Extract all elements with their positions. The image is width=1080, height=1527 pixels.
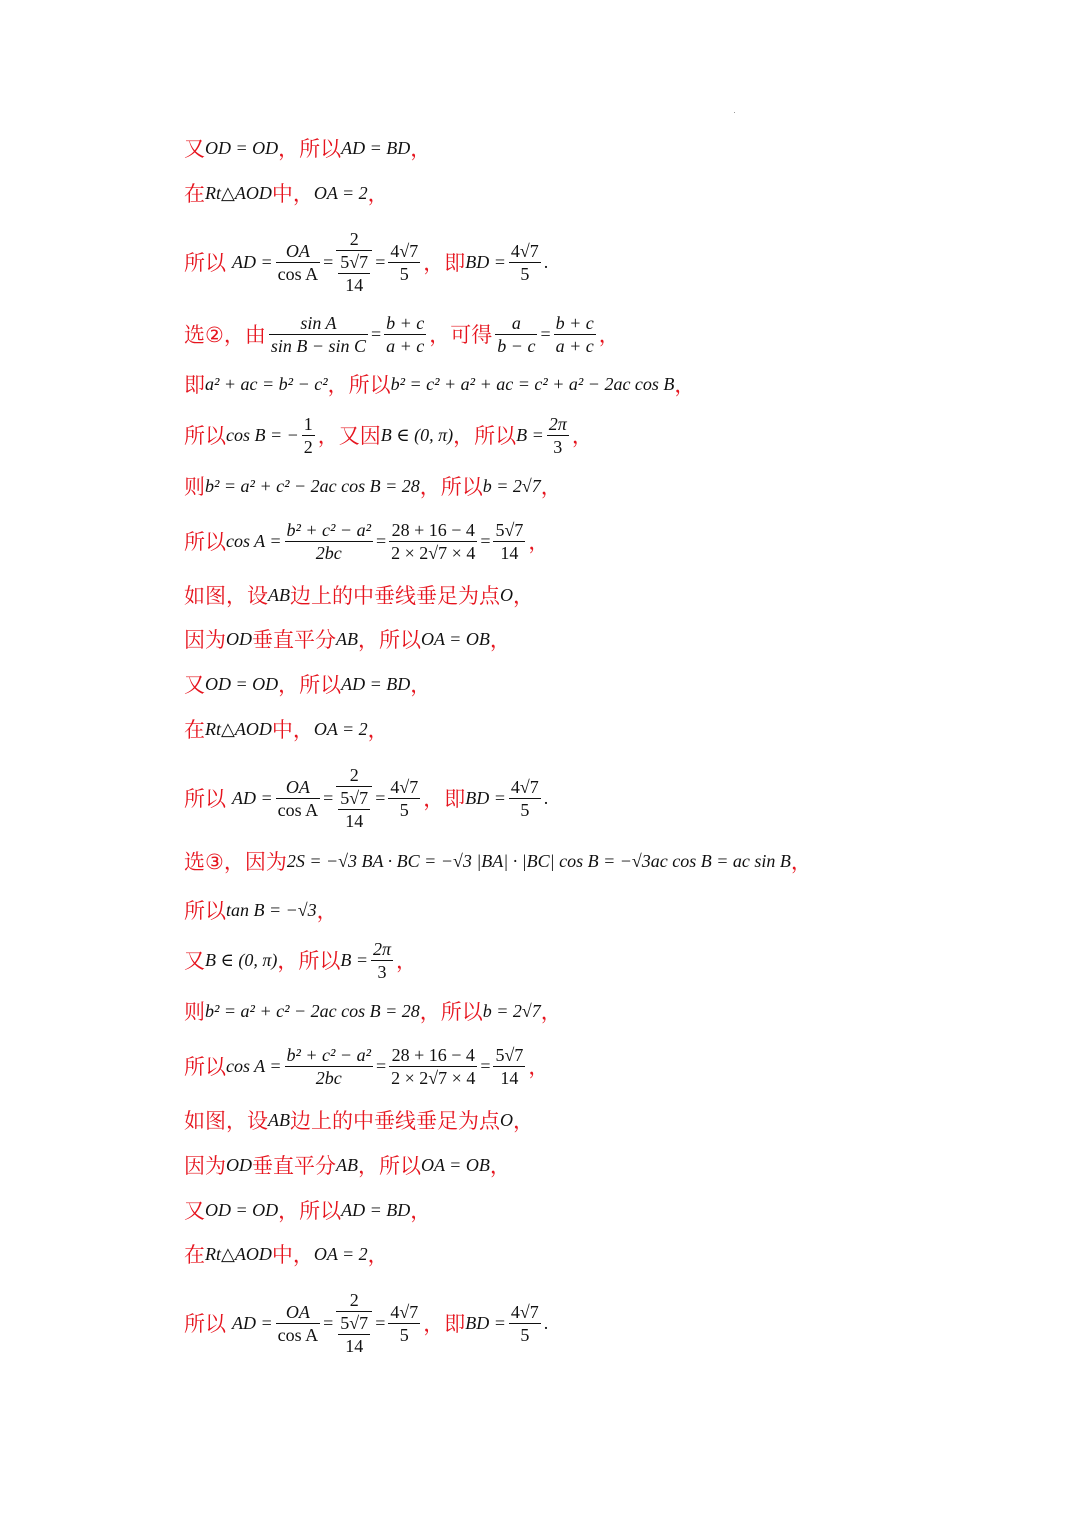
math-expression: BD = bbox=[465, 251, 506, 272]
math-expression: Rt△AOD bbox=[205, 1243, 272, 1264]
text-line: 选②，由 $\frac{\text{sin A}}{\text{sin B − sin C}}$ = $\frac{b + c}{a + c}$ ，可得 $\frac{a}{b - c}$ = $\frac{b + c}{a + c}$ ， bbox=[184, 312, 620, 356]
chinese-text: 如图，设 bbox=[184, 584, 268, 608]
fraction bbox=[285, 1044, 373, 1089]
chinese-text: 选③，因为 bbox=[184, 850, 287, 874]
chinese-text: ，即 bbox=[423, 787, 466, 811]
chinese-text: ，所以 bbox=[278, 673, 342, 697]
numerator: b + c bbox=[555, 312, 594, 333]
fraction bbox=[547, 413, 569, 458]
numerator: 2 bbox=[349, 765, 359, 785]
denominator: cos A bbox=[277, 799, 319, 820]
numerator: 4√7 bbox=[390, 1301, 419, 1322]
text-line bbox=[184, 895, 338, 925]
denominator: 2 × 2√7 × 4 bbox=[391, 542, 476, 563]
chinese-text: 又 bbox=[184, 673, 205, 697]
chinese-text: 因为 bbox=[184, 628, 226, 652]
denominator: 5 bbox=[399, 263, 409, 284]
punctuation: ， bbox=[598, 323, 620, 347]
fraction bbox=[509, 776, 541, 821]
math-expression: b² = c² + a² + ac = c² + a² − 2ac cos B bbox=[390, 373, 675, 394]
numerator: OA bbox=[285, 240, 310, 261]
math-expression: BD = bbox=[465, 1312, 506, 1333]
chinese-text: ，所以 bbox=[278, 137, 342, 161]
punctuation: ， bbox=[528, 1055, 550, 1079]
chinese-text: ，可得 bbox=[429, 323, 493, 347]
fraction bbox=[388, 1301, 420, 1346]
numerator: b + c bbox=[386, 312, 425, 333]
denominator: 5 bbox=[520, 799, 530, 820]
chinese-text: 选②，由 bbox=[184, 323, 266, 347]
math-expression: B = bbox=[516, 424, 544, 445]
math-expression: AB bbox=[336, 628, 358, 649]
punctuation: ， bbox=[513, 584, 534, 608]
numerator: sin A bbox=[300, 312, 337, 333]
denominator: 2 × 2√7 × 4 bbox=[391, 1067, 476, 1088]
text-line bbox=[184, 1150, 511, 1180]
chinese-text: ，即 bbox=[423, 1312, 466, 1336]
math-expression: b² = a² + c² − 2ac cos B = 28 bbox=[205, 475, 420, 496]
text-line bbox=[184, 369, 695, 399]
punctuation: ， bbox=[410, 1199, 432, 1223]
punctuation: ， bbox=[540, 1000, 562, 1024]
chinese-text: 所以 bbox=[184, 530, 226, 554]
math-expression: tan B = −√3 bbox=[226, 899, 317, 920]
fraction bbox=[276, 776, 321, 821]
chinese-text: 又 bbox=[184, 949, 205, 973]
chinese-text: 所以 bbox=[184, 424, 226, 448]
math-expression: a² + ac = b² − c² bbox=[205, 373, 328, 394]
chinese-text: 所以 bbox=[184, 899, 226, 923]
numerator: 4√7 bbox=[510, 776, 539, 797]
punctuation: ， bbox=[790, 850, 812, 874]
numerator: 1 bbox=[303, 413, 313, 434]
punctuation: ， bbox=[513, 1109, 534, 1133]
fraction bbox=[388, 776, 420, 821]
denominator bbox=[336, 1312, 372, 1357]
fraction bbox=[493, 1044, 525, 1089]
math-expression: Rt△AOD bbox=[205, 718, 272, 739]
chinese-text: 所以 bbox=[184, 1055, 226, 1079]
punctuation: ， bbox=[396, 949, 418, 973]
chinese-text: ，所以 bbox=[419, 1000, 483, 1024]
chinese-text: ，又因 bbox=[317, 424, 381, 448]
chinese-text: ，所以 bbox=[277, 949, 341, 973]
chinese-text: ，所以 bbox=[327, 373, 391, 397]
numerator: 2π bbox=[548, 413, 567, 434]
denominator: sin B − sin C bbox=[270, 335, 366, 356]
text-line bbox=[184, 624, 511, 654]
chinese-text: 在 bbox=[184, 182, 205, 206]
math-expression: AD = BD bbox=[341, 1199, 411, 1220]
punctuation: ， bbox=[489, 628, 511, 652]
denominator: 2bc bbox=[315, 542, 342, 563]
chinese-text: 又 bbox=[184, 137, 205, 161]
fraction bbox=[389, 519, 477, 564]
chinese-text: 在 bbox=[184, 718, 205, 742]
math-expression: b = 2√7 bbox=[482, 1000, 541, 1021]
math-expression: O bbox=[500, 1109, 513, 1130]
fraction bbox=[493, 519, 525, 564]
math-expression: cos A = bbox=[226, 530, 282, 551]
numerator: 28 + 16 − 4 bbox=[391, 1044, 475, 1065]
chinese-text: 又 bbox=[184, 1199, 205, 1223]
denominator: 5 bbox=[399, 799, 409, 820]
math-expression: OA = OB bbox=[421, 628, 490, 649]
denominator: 14 bbox=[500, 542, 519, 563]
chinese-text: 边上的中垂线垂足为点 bbox=[290, 1109, 500, 1133]
chinese-text: ，所以 bbox=[278, 1199, 342, 1223]
math-expression: O bbox=[500, 584, 513, 605]
text-line bbox=[184, 1239, 389, 1269]
numerator: 5√7 bbox=[340, 252, 369, 272]
fraction bbox=[371, 938, 393, 983]
math-expression: cos B = − bbox=[226, 424, 299, 445]
math-expression: AD = BD bbox=[341, 673, 411, 694]
text-line bbox=[184, 471, 562, 501]
denominator bbox=[336, 787, 372, 832]
denominator: cos A bbox=[277, 1324, 319, 1345]
chinese-text: 即 bbox=[184, 373, 205, 397]
numerator: 5√7 bbox=[495, 1044, 524, 1065]
numerator: 28 + 16 − 4 bbox=[391, 519, 475, 540]
chinese-text: ，所以 bbox=[358, 1154, 421, 1178]
chinese-text: 中， bbox=[271, 1243, 314, 1267]
text-line: 所以 AD = $\frac{OA}{\text{cos A}}$ = $\frac{2}{\frac{5√7}{14}}$ = $\frac{4√7}{5}$ ，即 BD = $\frac{4√7}{5}$ . bbox=[184, 765, 549, 831]
numerator: 2π bbox=[372, 938, 392, 959]
denominator bbox=[336, 251, 372, 296]
denominator: 14 bbox=[345, 811, 364, 831]
text-line bbox=[184, 1105, 534, 1135]
math-expression: AB bbox=[336, 1154, 358, 1175]
numerator: 4√7 bbox=[510, 1301, 539, 1322]
chinese-text: 边上的中垂线垂足为点 bbox=[290, 584, 500, 608]
chinese-text: 则 bbox=[184, 475, 205, 499]
fraction bbox=[384, 312, 426, 357]
punctuation: ， bbox=[316, 899, 338, 923]
math-expression: OA = 2 bbox=[313, 718, 368, 739]
numerator: 4√7 bbox=[390, 240, 419, 261]
math-expression: b = 2√7 bbox=[482, 475, 541, 496]
math-expression: B = bbox=[340, 949, 368, 970]
numerator: 4√7 bbox=[510, 240, 539, 261]
denominator: b − c bbox=[497, 335, 536, 356]
math-expression: b² = a² + c² − 2ac cos B = 28 bbox=[205, 1000, 420, 1021]
punctuation: ， bbox=[674, 373, 696, 397]
denominator: cos A bbox=[277, 263, 319, 284]
math-expression: OA = 2 bbox=[313, 182, 368, 203]
math-expression: AD = bbox=[232, 787, 273, 808]
numerator: b² + c² − a² bbox=[286, 519, 371, 540]
math-expression: B ∈ (0, π) bbox=[205, 949, 278, 970]
fraction bbox=[336, 764, 372, 832]
math-expression: OD = OD bbox=[205, 673, 279, 694]
punctuation: ， bbox=[571, 424, 593, 448]
numerator: 5√7 bbox=[340, 1313, 369, 1333]
chinese-text: 垂直平分 bbox=[252, 1154, 336, 1178]
numerator: 5√7 bbox=[340, 788, 369, 808]
chinese-text: 在 bbox=[184, 1243, 205, 1267]
math-expression: OD = OD bbox=[205, 1199, 279, 1220]
math-expression: Rt△AOD bbox=[205, 182, 272, 203]
math-expression: B ∈ (0, π) bbox=[380, 424, 454, 445]
chinese-text: 所以 bbox=[184, 251, 226, 275]
denominator: 3 bbox=[553, 436, 563, 457]
math-expression: 2S = −√3 BA · BC = −√3 |BA| · |BC| cos B = −√3ac cos B = ac sin B bbox=[286, 850, 791, 871]
denominator: 14 bbox=[345, 1336, 364, 1356]
chinese-text: 中， bbox=[271, 718, 314, 742]
fraction bbox=[269, 312, 368, 357]
text-line bbox=[184, 669, 431, 699]
fraction bbox=[336, 1289, 372, 1357]
text-line bbox=[184, 714, 389, 744]
numerator: 4√7 bbox=[390, 776, 419, 797]
punctuation: ， bbox=[410, 673, 432, 697]
text-line: 所以 AD = $\frac{OA}{\text{cos A}}$ = $\frac{2}{\frac{5√7}{14}}$ = $\frac{4√7}{5}$ ，即 BD = $\frac{4√7}{5}$ . bbox=[184, 1290, 549, 1356]
denominator: a + c bbox=[555, 335, 594, 356]
math-expression: AD = bbox=[232, 1312, 273, 1333]
chinese-text: 所以 bbox=[184, 787, 226, 811]
math-expression: OD bbox=[226, 1154, 252, 1175]
math-expression: OA = 2 bbox=[313, 1243, 368, 1264]
text-line bbox=[184, 178, 389, 208]
numerator: 2 bbox=[349, 1290, 359, 1310]
math-expression: OA = OB bbox=[421, 1154, 490, 1175]
denominator: 5 bbox=[399, 1324, 409, 1345]
punctuation: . bbox=[543, 787, 549, 808]
fraction bbox=[276, 240, 321, 285]
numerator: 2 bbox=[349, 229, 359, 249]
math-expression: cos A = bbox=[226, 1055, 282, 1076]
punctuation: ， bbox=[540, 475, 562, 499]
numerator: OA bbox=[285, 776, 310, 797]
fraction bbox=[285, 519, 373, 564]
text-line bbox=[184, 1195, 431, 1225]
math-expression: AB bbox=[268, 1109, 290, 1130]
chinese-text: 如图，设 bbox=[184, 1109, 268, 1133]
denominator: 5 bbox=[520, 263, 530, 284]
fraction bbox=[302, 413, 315, 458]
stray-dot bbox=[734, 112, 735, 113]
chinese-text: ，所以 bbox=[358, 628, 421, 652]
text-line: 所以 AD = $\frac{OA}{\text{cos A}}$ = $\frac{2}{\frac{5√7}{14}}$ = $\frac{4√7}{5}$ ，即 BD = $\frac{4√7}{5}$ . bbox=[184, 229, 549, 295]
fraction bbox=[276, 1301, 321, 1346]
chinese-text: ，所以 bbox=[453, 424, 517, 448]
chinese-text: 因为 bbox=[184, 1154, 226, 1178]
text-line bbox=[184, 996, 562, 1026]
numerator: OA bbox=[285, 1301, 310, 1322]
denominator: 2 bbox=[303, 436, 313, 457]
math-expression: BD = bbox=[465, 787, 506, 808]
chinese-text: 则 bbox=[184, 1000, 205, 1024]
math-expression: AD = BD bbox=[341, 137, 411, 158]
chinese-text: ，即 bbox=[423, 251, 466, 275]
punctuation: ， bbox=[528, 530, 550, 554]
chinese-text: ，所以 bbox=[419, 475, 483, 499]
punctuation: . bbox=[543, 251, 549, 272]
chinese-text: 垂直平分 bbox=[252, 628, 336, 652]
fraction bbox=[554, 312, 596, 357]
math-expression: AB bbox=[268, 584, 290, 605]
fraction bbox=[389, 1044, 477, 1089]
text-line bbox=[184, 133, 431, 163]
text-line bbox=[184, 407, 593, 463]
fraction bbox=[388, 240, 420, 285]
chinese-text: 中， bbox=[271, 182, 314, 206]
numerator: b² + c² − a² bbox=[286, 1044, 371, 1065]
text-line: 所以 cos A = $\frac{\text{b² + c² − a²}}{2bc}$ = $\frac{28 + 16 - 4}{2 \times 2√7 \times 4}$ = $\frac{5√7}{14}$ ， bbox=[184, 1044, 550, 1088]
punctuation: . bbox=[543, 1312, 549, 1333]
denominator: 5 bbox=[520, 1324, 530, 1345]
math-expression: AD = bbox=[232, 251, 273, 272]
denominator: 14 bbox=[500, 1067, 519, 1088]
text-line: 所以 cos A = $\frac{\text{b² + c² − a²}}{2bc}$ = $\frac{28 + 16 - 4}{2 \times 2√7 \times 4}$ = $\frac{5√7}{14}$ ， bbox=[184, 519, 550, 563]
fraction bbox=[509, 240, 541, 285]
punctuation: ， bbox=[367, 718, 389, 742]
chinese-text: 所以 bbox=[184, 1312, 226, 1336]
denominator: a + c bbox=[386, 335, 425, 356]
text-line bbox=[184, 580, 534, 610]
fraction bbox=[336, 228, 372, 296]
punctuation: ， bbox=[489, 1154, 511, 1178]
math-expression: OD = OD bbox=[205, 137, 279, 158]
text-line bbox=[184, 932, 417, 988]
numerator: 5√7 bbox=[495, 519, 524, 540]
math-expression: OD bbox=[226, 628, 252, 649]
punctuation: ， bbox=[367, 1243, 389, 1267]
denominator: 2bc bbox=[315, 1067, 342, 1088]
fraction bbox=[509, 1301, 541, 1346]
denominator: 3 bbox=[377, 961, 387, 982]
numerator: a bbox=[511, 312, 521, 333]
text-line bbox=[184, 846, 812, 876]
denominator: 14 bbox=[345, 275, 364, 295]
punctuation: ， bbox=[410, 137, 432, 161]
fraction bbox=[495, 312, 537, 357]
punctuation: ， bbox=[367, 182, 389, 206]
